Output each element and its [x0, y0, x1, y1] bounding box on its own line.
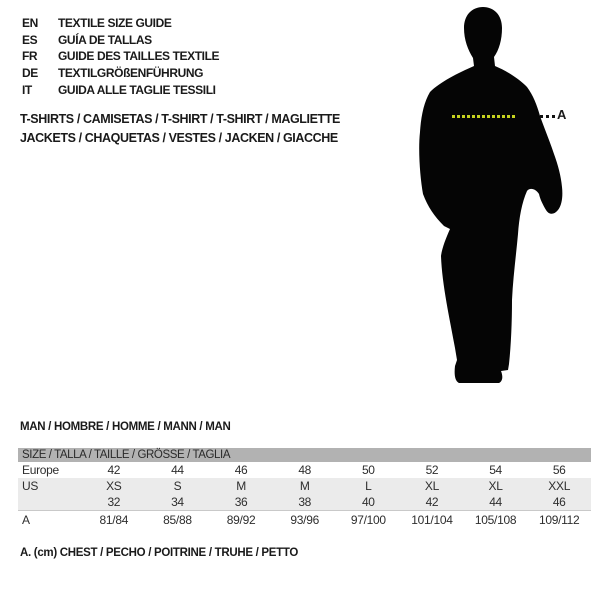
cell: S: [173, 479, 182, 493]
lang-label: GUÍA DE TALLAS: [58, 32, 152, 47]
cell: 36: [234, 495, 248, 509]
lang-label: GUIDA ALLE TAGLIE TESSILI: [58, 82, 216, 97]
cell: XL: [488, 479, 503, 493]
table-row-numeric: [18, 494, 591, 511]
row-label: Europe: [22, 463, 59, 477]
cell: XL: [424, 479, 439, 493]
cell: 44: [171, 463, 184, 477]
lang-row-de: [22, 65, 219, 82]
cell: 89/92: [226, 513, 256, 527]
cell: L: [365, 479, 372, 493]
cell: M: [299, 479, 310, 493]
cell: 32: [107, 495, 121, 509]
table-row-europe: [18, 462, 591, 478]
cell: 93/96: [290, 513, 319, 527]
row-label: US: [22, 479, 39, 493]
man-silhouette-path: [419, 7, 562, 383]
size-table: [18, 448, 591, 529]
cell: 85/88: [163, 513, 192, 527]
cell: 48: [298, 463, 312, 477]
man-silhouette: [400, 0, 580, 395]
cell: 46: [552, 495, 566, 509]
cell: 56: [552, 463, 566, 477]
cell: XS: [106, 479, 122, 493]
garment-categories: [20, 110, 340, 148]
cell: 42: [425, 495, 439, 509]
lang-row-fr: [22, 48, 219, 65]
category-line-jackets: JACKETS / CHAQUETAS / VESTES / JACKEN / GIACCHE: [20, 131, 338, 145]
cell: 38: [298, 495, 312, 509]
language-guide: [22, 15, 219, 98]
lang-row-it: [22, 81, 219, 98]
lang-code: EN: [22, 16, 38, 31]
lang-code: IT: [22, 82, 32, 97]
cell: 81/84: [99, 513, 129, 527]
cell: 52: [425, 463, 439, 477]
measurement-footnote: A. (cm) CHEST / PECHO / POITRINE / TRUHE / PETTO: [20, 547, 299, 559]
cell: 54: [489, 463, 502, 477]
section-title-man: MAN / HOMBRE / HOMME / MANN / MAN: [20, 421, 231, 433]
cell: 50: [361, 463, 375, 477]
lang-row-en: [22, 15, 219, 32]
measure-label-a: A: [557, 107, 567, 122]
cell: 97/100: [350, 513, 386, 527]
cell: XXL: [548, 479, 571, 493]
lang-row-es: [22, 32, 219, 49]
cell: 44: [489, 495, 502, 509]
lang-label: GUIDE DES TAILLES TEXTILE: [58, 49, 220, 64]
lang-code: ES: [22, 32, 38, 47]
size-table-header: SIZE / TALLA / TAILLE / GRÖSSE / TAGLIA: [18, 448, 591, 462]
category-line-tshirts: T-SHIRTS / CAMISETAS / T-SHIRT / T-SHIRT / MAGLIETTE: [20, 112, 340, 126]
cell: 42: [107, 463, 121, 477]
cell: 46: [234, 463, 248, 477]
chest-measure-dashes-outside: [540, 115, 557, 118]
cell: 34: [171, 495, 184, 509]
man-figure: [400, 0, 600, 400]
cell: 40: [361, 495, 375, 509]
cell: 109/112: [538, 513, 580, 527]
lang-code: DE: [22, 66, 38, 81]
chest-measure-dashes-on-body: [452, 115, 516, 118]
table-row-chest-a: [18, 511, 591, 529]
cell: M: [236, 479, 246, 493]
cell: 101/104: [411, 513, 453, 527]
row-label: A: [22, 513, 30, 527]
lang-label: TEXTILE SIZE GUIDE: [58, 16, 172, 31]
lang-label: TEXTILGRÖßENFÜHRUNG: [58, 66, 204, 81]
table-row-us: [18, 478, 591, 494]
cell: 105/108: [474, 513, 517, 527]
lang-code: FR: [22, 49, 38, 64]
